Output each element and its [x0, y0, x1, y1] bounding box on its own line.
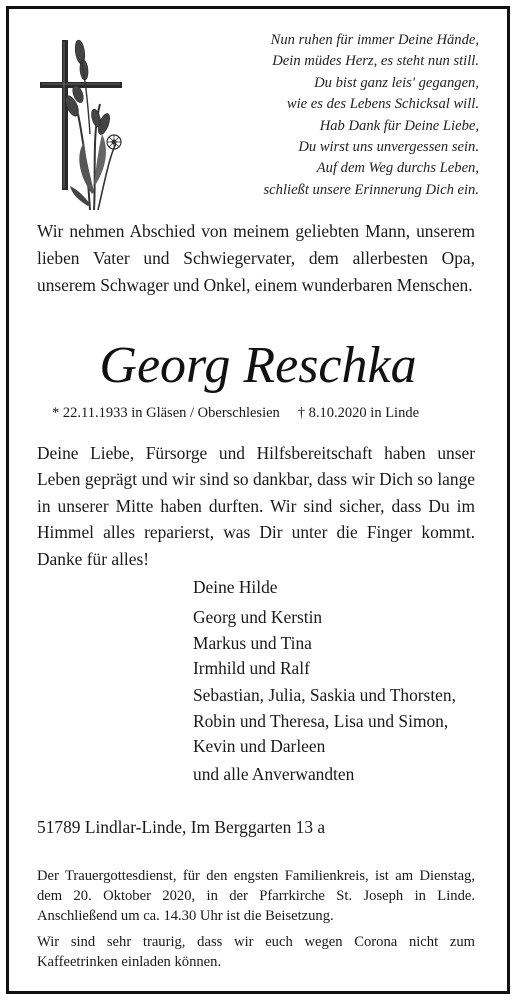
signer-line: Irmhild und Ralf: [193, 658, 310, 679]
corona-note: Wir sind sehr traurig, dass wir euch wegen Corona nicht zum Kaffeetrinken einladen können.: [37, 934, 475, 971]
signer-line: Robin und Theresa, Lisa und Simon,: [193, 710, 449, 731]
poem-line: Auf dem Weg durchs Leben,: [316, 160, 479, 177]
poem-line: schließt unsere Erinnerung Dich ein.: [263, 181, 479, 198]
signer-relatives: [193, 762, 493, 788]
signer-line: Sebastian, Julia, Saskia und Thorsten,: [193, 685, 456, 705]
address-line: 51789 Lindlar-Linde, Im Berggarten 13 a: [37, 817, 326, 837]
signer-line: Markus und Tina: [193, 632, 312, 653]
deceased-name: Georg Reschka: [99, 337, 417, 394]
poem-line: Dein müdes Herz, es steht nun still.: [272, 53, 479, 70]
signer-grandchildren: [193, 683, 493, 760]
death-date: † 8.10.2020 in Linde: [297, 405, 420, 421]
intro-paragraph: Wir nehmen Abschied von meinem geliebten Mann, unserem lieben Vater und Schwiegervater, dem allerbesten Opa, unserem Schwager und Onkel, einem wunderbaren Menschen.: [37, 221, 475, 295]
signer-line: und alle Anverwandten: [193, 764, 355, 784]
signer-line: Deine Hilde: [193, 577, 278, 597]
poem-line: Hab Dank für Deine Liebe,: [319, 117, 479, 134]
cross-wheat-icon: [38, 34, 128, 210]
message-paragraph: Deine Liebe, Fürsorge und Hilfsbereitschaft haben unser Leben geprägt und wir sind so dankbar, dass wir Dich so lange in unserer Mitte haben durften. Wir sind sicher, dass Du im Himmel alles reparierst, was Dir unter die Finger kommt. Danke für alles!: [37, 443, 475, 569]
poem-line: Nun ruhen für immer Deine Hände,: [270, 32, 479, 48]
birth-date: * 22.11.1933 in Gläsen / Oberschlesien: [52, 405, 280, 421]
signer-children: [193, 605, 493, 682]
life-dates: [52, 404, 419, 422]
signer-line: Georg und Kerstin: [193, 607, 323, 627]
signer-spouse: [193, 575, 493, 601]
poem-line: Du bist ganz leis' gegangen,: [314, 74, 479, 91]
signer-line: Kevin und Darleen: [193, 736, 326, 757]
service-note: Der Trauergottesdienst, für den engsten Familienkreis, ist am Dienstag, dem 20. Oktober 2020, in der Pfarrkirche St. Joseph in Linde. Anschließend um ca. 14.30 Uhr ist die Beisetzung.: [37, 868, 475, 925]
poem-line: Du wirst uns unvergessen sein.: [298, 139, 479, 156]
memorial-poem: [159, 30, 479, 201]
poem-line: wie es des Lebens Schicksal will.: [286, 96, 479, 113]
